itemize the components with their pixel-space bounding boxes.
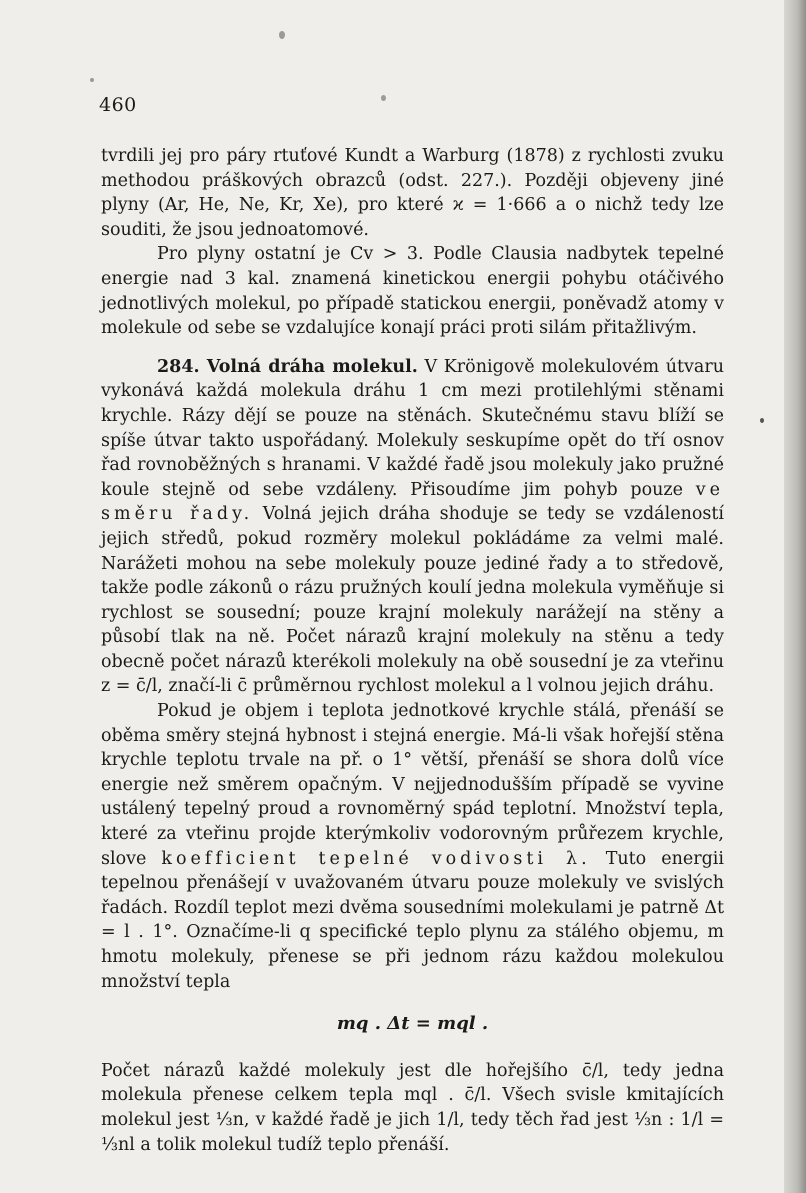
ink-speck	[381, 95, 386, 101]
text-run: V Krönigově molekulovém útvaru vykonává každá molekula dráhu 1 cm mezi protilehlými stěnami krychle. Rázy dějí se pouze na stěnách. Skutečnému stavu blíží se spíše útvar takto uspořádaný. Molekuly seskupíme opět do tří osnov řad rovnoběžných s hranami. V každé řadě jsou molekuly jako pružné koule stejně od sebe vzdáleny. Přisoudíme jim pohyb pouze	[101, 356, 724, 500]
spaced-text: ve směru řady.	[101, 479, 724, 525]
page-edge-shadow	[784, 0, 806, 1193]
spaced-text: koefficient tepelné vodivosti λ.	[161, 848, 591, 869]
section-paragraph	[101, 355, 724, 699]
page-body	[101, 144, 724, 1157]
paragraph: tvrdili jej pro páry rtuťové Kundt a Warburg (1878) z rychlosti zvuku methodou práškových obrazců (odst. 227.). Později objeveny jiné plyny (Ar, He, Ne, Kr, Xe), pro které ϰ = 1·666 a o nichž tedy lze souditi, že jsou jednoatomové.	[101, 146, 724, 240]
text-run: Volná jejich dráha shoduje se tedy se vzdáleností jejich středů, pokud rozměry molekul pokládáme za velmi malé. Narážeti mohou na sebe molekuly pouze jediné řady a to středově, takže podle zákonů o rázu pružných koulí jedna molekula vyměňuje si rychlost se sousední; pouze krajní molekuly narážejí na stěny a působí tlak na ně. Počet nárazů krajní molekuly na stěnu a tedy obecně počet nárazů kterékoli molekuly na obě sousední je za vteřinu z = c̄/l, značí-li c̄ průměrnou rychlost molekul a l volnou jejich dráhu.	[101, 504, 724, 697]
paragraph	[101, 699, 724, 994]
ink-speck	[279, 31, 285, 39]
text-run: Tuto energii tepelnou přenášejí v uvažovaném útvaru pouze molekuly ve svislých řadách. Rozdíl teplot mezi dvěma sousedními molekulami je patrně Δt = l . 1°. Označíme-li q specifické teplo plynu za stálého objemu, m hmotu molekuly, přenese se při jednom rázu každou molekulou množství tepla	[101, 848, 724, 992]
ink-speck	[90, 78, 94, 82]
text-run: Pokud je objem i teplota jednotkové krychle stálá, přenáší se oběma směry stejná hybnost i stejná energie. Má-li však hořejší stěna krychle teplotu trvale na př. o 1° větší, přenáší se shora dolů více energie než směrem opačným. V nejjednodušším případě se vyvine ustálený tepelný proud a rovnoměrný spád teplotní. Množství tepla, které za vteřinu projde kterýmkoliv vodorovným průřezem krychle, slove	[101, 701, 724, 869]
section-heading: 284. Volná dráha molekul.	[157, 356, 418, 377]
formula: mq . Δt = mql .	[336, 1013, 489, 1035]
ink-speck	[760, 418, 764, 423]
paragraph: Pro plyny ostatní je Cv > 3. Podle Clausia nadbytek tepelné energie nad 3 kal. znamená kinetickou energii pohybu otáčivého jednotlivých molekul, po případě statickou energii, poněvadž atomy v molekule od sebe se vzdalujíce konají práci proti silám přitažlivým.	[101, 244, 724, 339]
page-number: 460	[99, 94, 137, 116]
paragraph: Počet nárazů každé molekuly jest dle hořejšího c̄/l, tedy jedna molekula přenese celkem tepla mql . c̄/l. Všech svisle kmitajících molekul jest ⅓n, v každé řadě je jich 1/l, tedy těch řad jest ⅓n : 1/l = ⅓nl a tolik molekul tudíž teplo přenáší.	[101, 1060, 724, 1155]
